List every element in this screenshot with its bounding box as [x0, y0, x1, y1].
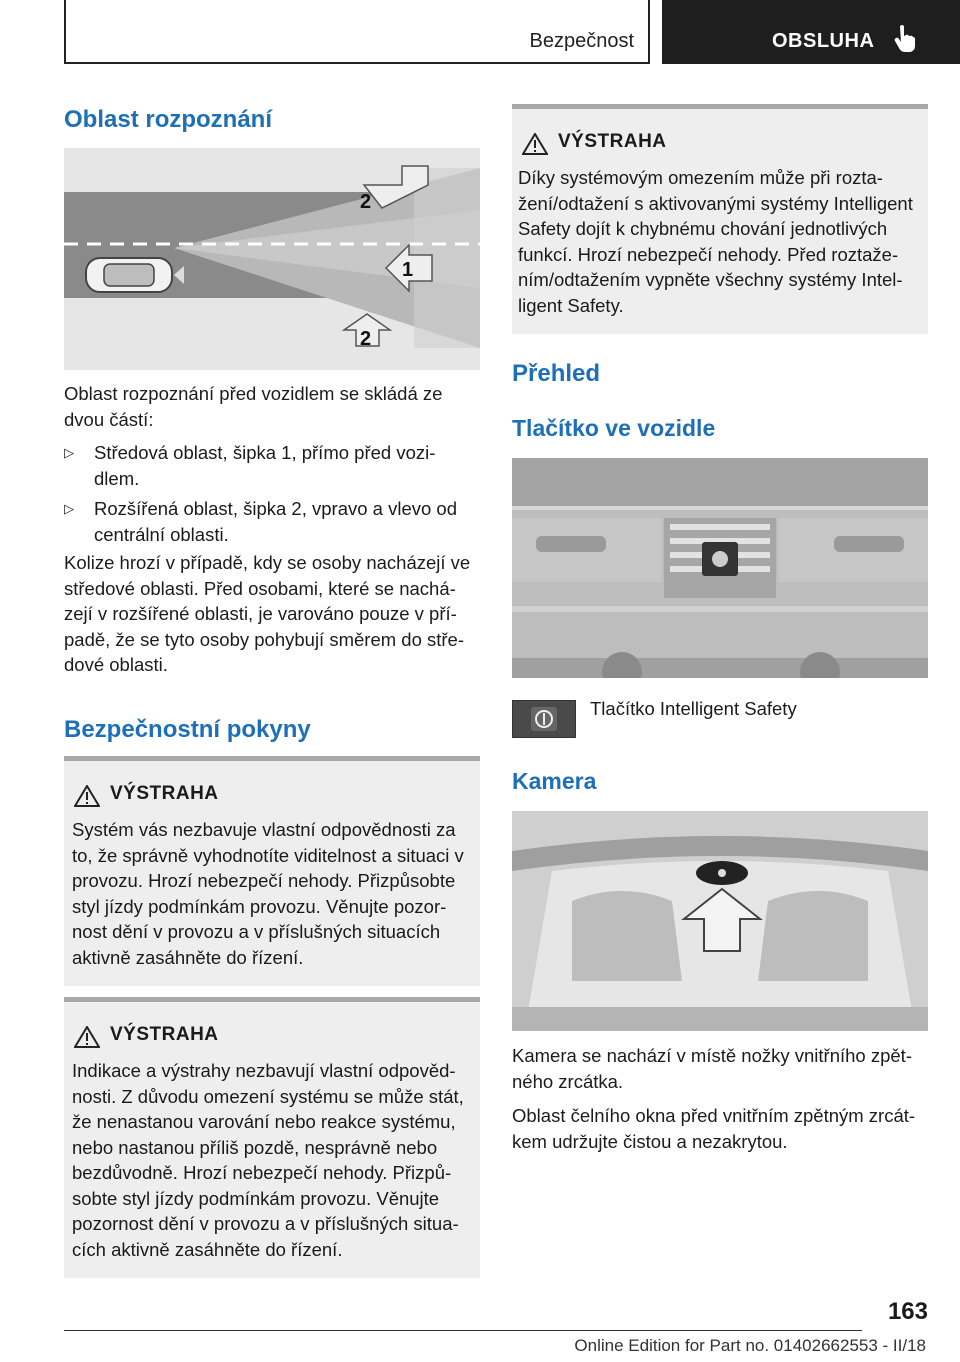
subsection-title-button: Tlačítko ve vozidle: [512, 415, 716, 441]
collision-paragraph: Kolize hrozí v případě, kdy se osoby nacházejí ve středové oblasti. Před osobami, které se nachá- zejí v rozšířené oblasti, je varováno pouze v pří- padě, že se tyto osoby pohybují směrem do stře- dové oblasti.: [64, 552, 471, 675]
warning-triangle-icon: [522, 133, 548, 155]
section-title-detection-area: Oblast rozpoznání: [64, 106, 273, 133]
header-chapter-label: OBSLUHA: [772, 30, 875, 52]
header-section-box: [64, 0, 650, 64]
warning-box: [64, 756, 480, 986]
camera-location-photo: [512, 811, 928, 1031]
diagram-label-2-top: 2: [360, 191, 372, 213]
warning-text: Díky systémovým omezením může při rozta- žení/odtažení s aktivovanými systémy Intelligent Safety dojít k chybnému chování jednotlivých funkcí. Hrozí nebezpečí nehody. Před roztaže- ním/odtažením vypněte všechny systémy Intel- ligent Safety.: [518, 167, 913, 316]
warning-box: [64, 997, 480, 1278]
page-number: 163: [887, 1298, 928, 1325]
diagram-label-2-bottom: 2: [360, 328, 372, 350]
camera-location-text: Kamera se nachází v místě nožky vnitřního zpět- ného zrcátka.: [512, 1045, 912, 1092]
warning-text: Systém vás nezbavuje vlastní odpovědnosti za to, že správně vyhodnotíte viditelnost a situaci v provozu. Hrozí nebezpečí nehody. Přizpůsobte styl jízdy podmínkám provozu. Věnujte pozor- nost dění v provozu a v příslušných situacích aktivně zasáhněte do řízení.: [72, 819, 464, 968]
warning-triangle-icon: [74, 1026, 100, 1048]
bullet-item: ▷ Rozšířená oblast, šipka 2, vpravo a vlevo od centrální oblasti.: [64, 498, 457, 545]
intro-paragraph: Oblast rozpoznání před vozidlem se skládá ze dvou částí:: [64, 383, 443, 430]
button-location-photo: [512, 458, 928, 678]
button-caption: Tlačítko Intelligent Safety: [590, 698, 797, 719]
bullet-triangle-icon: ▷: [64, 501, 74, 516]
warning-box: [512, 104, 928, 334]
warning-text: Indikace a výstrahy nezbavují vlastní odpověd- nosti. Z důvodu omezení systému se může stát, že nenastanou varování nebo reakce systému, nebo nastanou příliš pozdě, nesprávně nebo bezdůvodně. Hrozí nebezpečí nehody. Přizpů- sobte styl jízdy podmínkám provozu. Věnujte pozornost dění v provozu a v příslušných situa- cích aktivně zasáhněte do řízení.: [72, 1060, 464, 1260]
warning-title: VÝSTRAHA: [110, 783, 219, 804]
camera-care-text: Oblast čelního okna před vnitřním zpětným zrcát- kem udržujte čistou a nezakrytou.: [512, 1105, 916, 1152]
footer-divider: [64, 1330, 862, 1331]
header-section-label: Bezpečnost: [529, 30, 634, 52]
edition-note: Online Edition for Part no. 01402662553 - II/18: [574, 1336, 926, 1355]
warning-title: VÝSTRAHA: [558, 131, 667, 152]
detection-area-diagram: [64, 148, 480, 370]
bullet-item: ▷ Středová oblast, šipka 1, přímo před vozi- dlem.: [64, 442, 436, 489]
header-chapter-tab: [662, 0, 960, 64]
warning-title: VÝSTRAHA: [110, 1024, 219, 1045]
warning-triangle-icon: [74, 785, 100, 807]
diagram-label-1: 1: [402, 259, 414, 281]
hand-pointer-icon: [894, 24, 916, 52]
section-title-safety-notes: Bezpečnostní pokyny: [64, 716, 311, 743]
section-title-overview: Přehled: [512, 360, 601, 387]
bullet-triangle-icon: ▷: [64, 445, 74, 460]
subsection-title-camera: Kamera: [512, 768, 597, 794]
intelligent-safety-button-icon: [512, 700, 576, 738]
